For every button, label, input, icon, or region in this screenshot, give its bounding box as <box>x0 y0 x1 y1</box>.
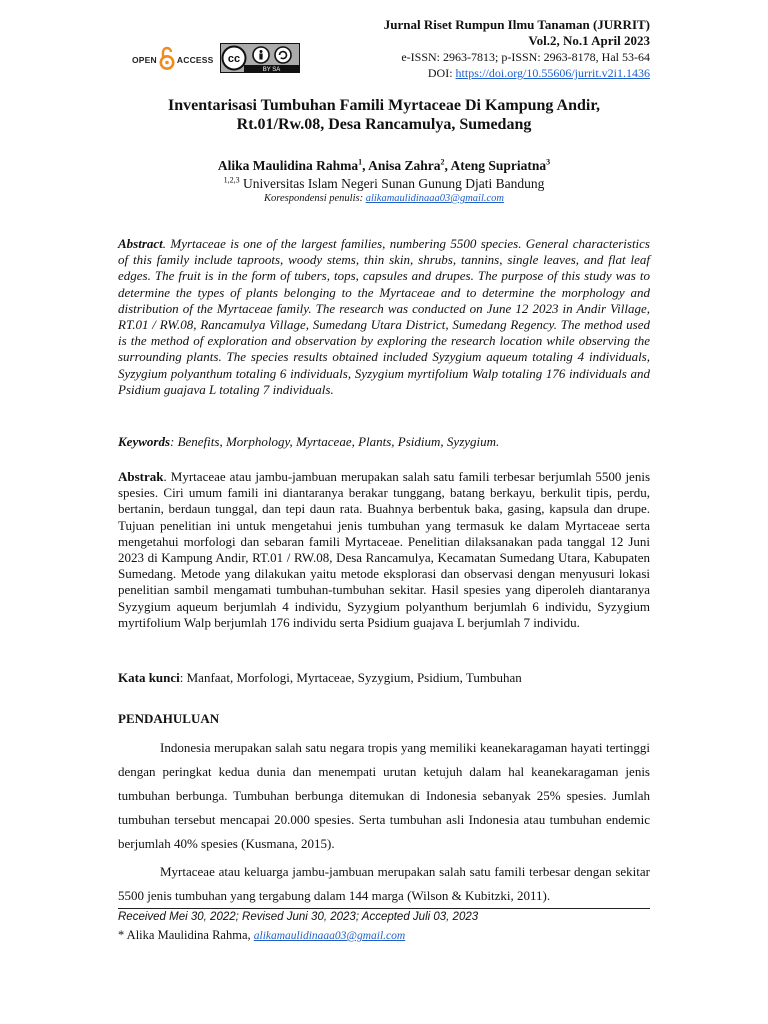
section-heading: PENDAHULUAN <box>118 711 220 726</box>
keywords-english-label: Keywords <box>118 434 170 449</box>
title-line-2: Rt.01/Rw.08, Desa Rancamulya, Sumedang <box>236 116 532 133</box>
author-list <box>118 158 650 174</box>
author-1-sup: 1 <box>358 157 363 167</box>
keywords-indonesian <box>118 670 650 686</box>
abstract-indonesian-label: Abstrak <box>118 469 164 484</box>
correspondence-email-link[interactable]: alikamaulidinaaa03@gmail.com <box>365 193 504 204</box>
abstract-english-text: . Myrtaceae is one of the largest families, numbering 5500 species. General characteristics of this family include taproots, woody stems, thin skin, shrubs, tannins, single leaves, and flat leaf edges. The fruit is in the form of tubers, tops, capsules and drupes. The purpose of this study was to determine the types of plants belonging to the Myrtaceae and to determine the morphology and distribution of the Myrtaceae family. The research was conducted on June 12 2023 in Andir Village, RT.01 / RW.08, Rancamulya Village, Sumedang Utara District, Sumedang Regency. The method used is the method of exploration and observation by exploring the research location while observing the surrounding plants. The species results obtained included Syzygium aqueum totaling 4 individuals, Syzygium polyanthum totaling 6 individuals, Syzygium myrtifolium Walp totaling 176 individuals and Psidium guajava L totaling 7 individuals. <box>118 236 650 397</box>
correspondence-label: Korespondensi penulis: <box>264 193 366 204</box>
journal-doi <box>230 65 650 81</box>
title-line-1: Inventarisasi Tumbuhan Famili Myrtaceae Di Kampung Andir, <box>168 97 600 114</box>
intro-paragraph-2: Myrtaceae atau keluarga jambu-jambuan merupakan salah satu famili terbesar dengan sekitar 5500 jenis tumbuhan yang tergabung dalam 144 marga (Wilson & Kubitzki, 2011). <box>118 864 650 903</box>
received-dates: Received Mei 30, 2022; Revised Juni 30, 2023; Accepted Juli 03, 2023 <box>118 911 479 923</box>
author-3-sup: 3 <box>546 157 551 167</box>
journal-volume: Vol.2, No.1 April 2023 <box>528 33 650 48</box>
keywords-english <box>118 434 650 450</box>
correspondence <box>118 193 650 204</box>
affiliation-sup: 1,2,3 <box>223 175 240 185</box>
footnote-author-name: * Alika Maulidina Rahma, <box>118 928 254 942</box>
journal-header <box>230 16 650 81</box>
author-1: Alika Maulidina Rahma <box>217 158 359 173</box>
footnote-author <box>118 928 405 943</box>
abstract-english <box>118 236 650 398</box>
abstract-indonesian <box>118 469 650 631</box>
doi-label: DOI: <box>427 66 456 80</box>
author-3: , Ateng Supriatna <box>444 158 547 173</box>
intro-paragraph-1: Indonesia merupakan salah satu negara tropis yang memiliki keanekaragaman hayati tertinggi dengan peringkat kedua dunia dan menempati urutan ketujuh dalam hal keanekaragaman jenis tumbuhan berbunga. Tumbuhan berbunga ditemukan di Indonesia sebanyak 25% spesies. Jumlah tumbuhan tersebut mencapai 20.000 spesies. Serta tumbuhan asli Indonesia atau tumbuhan endemic berjumlah 40% spesies (Kusmana, 2015). <box>118 740 650 851</box>
affiliation <box>118 176 650 192</box>
author-2: , Anisa Zahra <box>362 158 441 173</box>
doi-link[interactable]: https://doi.org/10.55606/jurrit.v2i1.1436 <box>455 66 650 80</box>
svg-text:cc: cc <box>227 52 240 65</box>
author-2-sup: 2 <box>440 157 445 167</box>
journal-issn: e-ISSN: 2963-7813; p-ISSN: 2963-8178, Hal 53-64 <box>401 50 650 64</box>
open-access-lock-icon <box>159 45 175 76</box>
footnote-email-link[interactable]: alikamaulidinaaa03@gmail.com <box>253 930 406 942</box>
abstract-english-label: Abstract <box>118 236 163 251</box>
affiliation-text: Universitas Islam Negeri Sunan Gunung Djati Bandung <box>239 176 545 191</box>
keywords-indonesian-text: : Manfaat, Morfologi, Myrtaceae, Syzygium, Psidium, Tumbuhan <box>179 670 522 685</box>
cc-badge-text: BY SA <box>262 66 280 73</box>
open-access-right-text: ACCESS <box>176 55 214 65</box>
open-access-left-text: OPEN <box>132 55 157 65</box>
keywords-indonesian-label: Kata kunci <box>118 670 180 685</box>
journal-name: Jurnal Riset Rumpun Ilmu Tanaman (JURRIT) <box>383 17 650 32</box>
paper-title <box>118 96 650 134</box>
abstract-indonesian-text: . Myrtaceae atau jambu-jambuan merupakan salah satu famili terbesar berjumlah 5500 jenis spesies. Ciri umum famili ini diantaranya berakar tunggang, batang berkayu, berkulit tipis, perdu, bertanin, berdaun tunggal, dan tepi daun rata. Buahnya berbentuk baka, gasing, kapsula dan drupe. Tujuan penelitian ini untuk mengetahui jenis tumbuhan yang termasuk ke dalam Myrtaceae serta mengetahui morfologi dan sebaran famili Myrtaceae. Penelitian dilaksanakan pada tanggal 12 Juni 2023 di Kampung Andir, RT.01 / RW.08, Desa Rancamulya, Kecamatan Sumedang Utara, Kabupaten Sumedang. Metode yang dilakukan yaitu metode eksplorasi dan observasi dengan menyusuri lokasi penelitian sambil mengamati tumbuhan-tumbuhan sekitar. Hasil spesies yang diperoleh diantaranya Syzygium aqueum berjumlah 4 individu, Syzygium polyanthum berjumlah 6 individu, Syzygium myrtifolium Walp berjumlah 176 individu serta Psidium guajava L berjumlah 7 individu. <box>118 469 650 630</box>
keywords-english-text: : Benefits, Morphology, Myrtaceae, Plants, Psidium, Syzygium. <box>170 434 500 449</box>
footnote-divider <box>118 908 650 909</box>
